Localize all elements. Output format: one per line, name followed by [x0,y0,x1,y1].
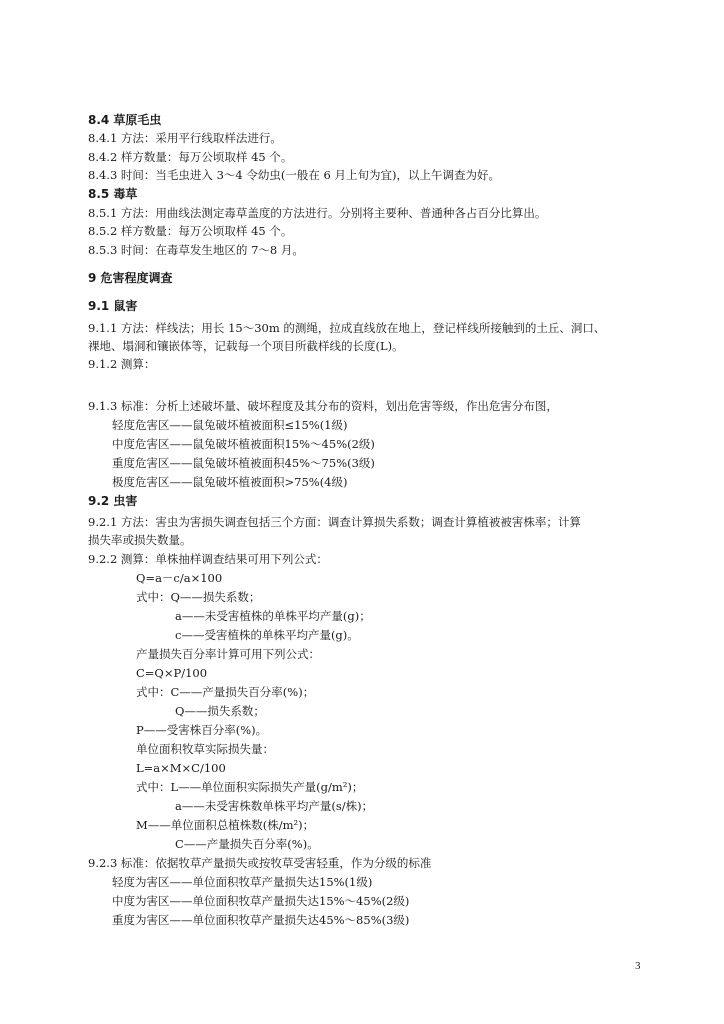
clause-9-1-2: 9.1.2 测算： [88,357,156,371]
clause-8-4-1: 8.4.1 方法：采用平行线取样法进行。 [88,131,282,145]
clause-9-2-3: 9.2.3 标准：依据牧草产量损失或按牧草受害轻重，作为分级的标准 [88,856,432,870]
clause-8-4-3: 8.4.3 时间：当毛虫进入 3～4 令幼虫(一般在 6 月上旬为宜)，以上午调查为好。 [88,168,500,182]
clause-8-5-2: 8.5.2 样方数量：每万公顷取样 45 个。 [88,224,293,238]
formula-where-q2: Q——损失系数； [175,704,265,718]
page-number: 3 [635,960,641,972]
formula-where-a: a——未受害植株的单株平均产量(g)； [175,609,371,623]
formula-intro-actual-loss: 单位面积牧草实际损失量： [136,742,274,756]
clause-9-2-1-line2: 损失率或损失数量。 [88,533,192,547]
rodent-grade-1: 轻度危害区——鼠兔破坏植被面积≤15%(1级) [112,418,348,432]
clause-8-4-2: 8.4.2 样方数量：每万公顷取样 45 个。 [88,150,293,164]
section-heading-8-5: 8.5 毒草 [88,187,138,201]
formula-actual-loss: L=a×M×C/100 [136,761,226,775]
formula-intro-yield-loss: 产量损失百分率计算可用下列公式： [136,647,320,661]
clause-8-5-3: 8.5.3 时间：在毒草发生地区的 7～8 月。 [88,243,304,257]
formula-where-m: M——单位面积总植株数(株/m²)； [136,818,315,832]
formula-where-a2: a——未受害株数单株平均产量(s/株)； [175,799,374,813]
clause-8-5-1: 8.5.1 方法：用曲线法测定毒草盖度的方法进行。分别将主要种、普通种各占百分比算出。 [88,206,547,220]
rodent-grade-3: 重度危害区——鼠兔破坏植被面积45%～75%(3级) [112,456,375,470]
formula-yield-loss: C=Q×P/100 [136,666,208,680]
formula-where-c: c——受害植株的单株平均产量(g)。 [175,628,359,642]
rodent-grade-2: 中度危害区——鼠兔破坏植被面积15%～45%(2级) [112,437,375,451]
rodent-grade-4: 极度危害区——鼠兔破坏植被面积>75%(4级) [112,475,348,489]
clause-9-2-1-line1: 9.2.1 方法：害虫为害损失调查包括三个方面：调查计算损失系数；调查计算植被被害株率；计算 [88,515,581,529]
section-heading-9-1: 9.1 鼠害 [88,299,138,313]
formula-loss-coefficient: Q=a－c/a×100 [136,571,223,585]
insect-grade-3: 重度为害区——单位面积牧草产量损失达45%～85%(3级) [112,913,410,927]
section-heading-8-4: 8.4 草原毛虫 [88,113,162,127]
chapter-heading-9: 9 危害程度调查 [88,271,173,285]
clause-9-2-2: 9.2.2 测算：单株抽样调查结果可用下列公式： [88,552,328,566]
clause-9-1-3: 9.1.3 标准：分析上述破坏量、破坏程度及其分布的资料，划出危害等级，作出危害分布图， [88,399,558,413]
section-heading-9-2: 9.2 虫害 [88,494,138,508]
formula-where-c2: 式中：C——产量损失百分率(%)； [136,685,315,699]
formula-where-l: 式中：L——单位面积实际损失产量(g/m²)； [136,780,364,794]
formula-where-p: P——受害株百分率(%)。 [136,723,268,737]
formula-where-c3: C——产量损失百分率(%)。 [175,837,319,851]
insect-grade-1: 轻度为害区——单位面积牧草产量损失达15%(1级) [112,875,373,889]
formula-where-q: 式中：Q——损失系数； [136,590,261,604]
clause-9-1-1-line2: 裸地、塌洞和镶嵌体等，记载每一个项目所截样线的长度(L)。 [88,339,404,353]
clause-9-1-1-line1: 9.1.1 方法：样线法；用长 15～30m 的测绳，拉成直线放在地上，登记样线所接触到的土丘、洞口、 [88,321,606,335]
insect-grade-2: 中度为害区——单位面积牧草产量损失达15%～45%(2级) [112,894,410,908]
